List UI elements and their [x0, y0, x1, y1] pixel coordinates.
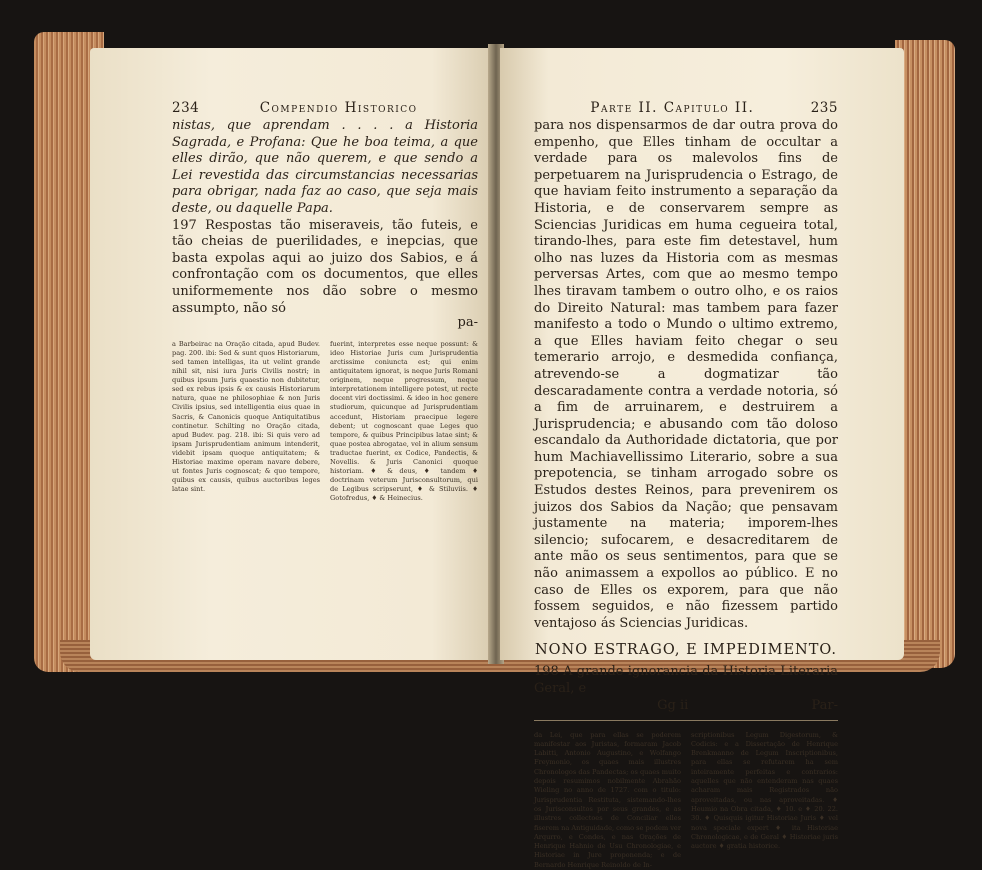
right-footnotes — [534, 731, 838, 870]
right-footnote-col-1: da Lei, que para ellas se poderem manifestar aos Juristas, formaram Jacob Labitti, Antonio Augustino, e Wolfango Freymonio, os quaes mais illustres Chronologos das Pandectas; os quaes muito depois resumimos nobilmente Abrahão Wieling no anno de 1727. com o titulo: Jurisprudentia Restituta, sistemando-lhes os Jurisconsultos por seus grandes, e as illustres collectoes de Conciliar elles fiserem na Antiguidade, como se podem ver Arqurro, e Condes, e nas Orações de Henrique Hahnio de Usu Chronologiae, e Historiae in Jure proponenda; e de Bernardo Henrique Reinoldo de In- — [534, 730, 681, 869]
left-running-head — [172, 100, 478, 116]
right-paragraph-text: A grande ignorancia da Historia Literaria Geral, e — [534, 664, 838, 696]
right-footnote-col-2: scriptionibus Legum Digestorum, & Codicis: e a Dissertação de Henrique Brenkmanno de Legum Inscriptionibus, para ellas se refutarem ha sem inteiramente perfeitas e contrarios: aquelles que não entenderam nas quaes acharam mais Registrados não aproveitadas, ou nas aproveitadas. ♦ Heumio na Obra citada, ♦ 10. e ♦ 20. 22. 30. ♦ Quisquis igitur Historiae Juris ♦ vel nova speciale expert ♦ ita Historiae Chronologicae, e de Geral ♦ Historiae juris auctore ♦ gratia historice. — [691, 730, 838, 851]
left-footnote-col-2: fuerint, interpretes esse neque possunt: & ideo Historiae Juris cum Jurisprudentia arctissime coniuncta est; qui enim antiquitatem ignorat, is neque Juris Romani originem, neque progressum, neque interpretationem intelligere potest, ut recte docent viri doctissimi. & ideo in hoc genere studiorum, quicunque ad Jurisprudentiam accedunt, Historiam praecipue legere debent; ut cognoscant quae Leges quo tempore, & quibus Principibus latae sint; & quae postea abrogatae, vel in alium sensum traductae fuerint, ex Codice, Pandectis, & Novellis. & Juris Canonici quoque historiam. ♦ & deus, ♦ tandem ♦ doctrinam veterum Jurisconsultorum, qui de Legibus scripserunt, ♦ & Stiluviis. ♦ Gotofredus, ♦ & Heinecius. — [330, 340, 478, 502]
left-paragraph-number: 197 — [172, 217, 197, 233]
left-footnotes — [172, 340, 478, 503]
left-footnote-col-1: a Barbeirac na Oração citada, apud Budev. pag. 200. ibi: Sed & sunt quos Historiarum, sed tamen intelligas, ita ut velint grande nihil sit, nisi iura Juris Civilis nostri; in quibus ipsum Juris quaestio non dubitetur, sed ex rebus ipsis & ex causis Historiarum natura, quae ne philosophiae & non Juris Civilis ipsius, sed intelligentia eius quae in Sacris, & Canonicis quoque Antiquitatibus continetur. Schilting no Oração citada, apud Budev. pag. 218. ibi: Si quis vero ad ipsam Jurisprudentiam animum intenderit, videbit ipsam quoque antiquitatem; & Historiae maxime operam navare debere, ut fontes Juris cognoscat; & quo tempore, quibus ex causis, quibus auctoribus leges latae sint. — [172, 340, 320, 493]
left-catchword: pa- — [457, 315, 478, 331]
left-continued-text: nistas, que aprendam . . . . a Historia Sagrada, e Profana: Que he boa teima, a que elles dirão, que não querem, e que sendo a Lei revestida das circumstancias necessarias para obrigar, nada faz ao caso, que seja mais deste, ou daquelle Papa. — [172, 118, 478, 216]
right-running-head — [534, 100, 838, 116]
right-page-number: 235 — [810, 100, 838, 116]
left-running-title: Compendio Historico — [259, 100, 418, 116]
right-main-text: para nos dispensarmos de dar outra prova do empenho, que Elles tinham de occultar a verdade para os malevolos fins de perpetuarem na Jurisprudencia o Estrago, de que haviam feito instrumento a separação da Historia, e de conservarem sempre as Sciencias Juridicas em huma cegueira total, tirando-lhes, para este fim detestavel, hum olho nas luzes da Historia com as mesmas perversas Artes, com que ao mesmo tempo lhes tiravam tambem o outro olho, e os raios do Direito Natural: mas tambem para fazer manifesto a todo o Mundo o ultimo extremo, a que Elles haviam feito chegar o seu temerario arrojo, e desmedida confiança, atrevendo-se a dogmatizar tão descaradamente contra a verdade notoria, só a fim de arruinarem, e destruirem a Jurisprudencia; e abusando com tão doloso escandalo da Authoridade dictatoria, que por hum Machiavellissimo Literario, sobre a sua prepotencia, se tinham arrogado sobre os Estudos destes Reinos, para prevenirem os juizos dos Sabios da Nação; que pensavam justamente na materia; imporem-lhes silencio; sufocarem, e desacreditarem de ante mão os seus sentimentos, para que se não animassem a expollos ao público. E no caso de Elles os exporem, para que não fossem seguidos, e não fizessem partido ventajoso ás Sciencias Juridicas. — [534, 118, 838, 631]
right-page — [500, 48, 904, 869]
footnote-rule — [534, 720, 838, 721]
right-running-title: Parte II. Capitulo II. — [590, 100, 755, 116]
left-main-text — [172, 118, 478, 317]
right-paragraph-number: 198 — [534, 664, 559, 680]
left-paragraph-text: Respostas tão miseraveis, tão futeis, e tão cheias de puerilidades, e inepcias, que basta expolas aqui ao juizo dos Sabios, e á confrontação com os documentos, que elles uniformemente nos dão sobre o mesmo assumpto, não só — [172, 217, 478, 316]
right-paragraph — [534, 664, 838, 697]
book-right-fore-edge — [895, 40, 955, 668]
left-page-number: 234 — [172, 100, 200, 116]
section-heading: NONO ESTRAGO, E IMPEDIMENTO. — [534, 642, 838, 659]
signature-mark: Gg ii — [657, 697, 689, 713]
left-page — [90, 48, 492, 660]
right-catchword: Par- — [811, 697, 838, 713]
signature-line — [534, 698, 838, 714]
